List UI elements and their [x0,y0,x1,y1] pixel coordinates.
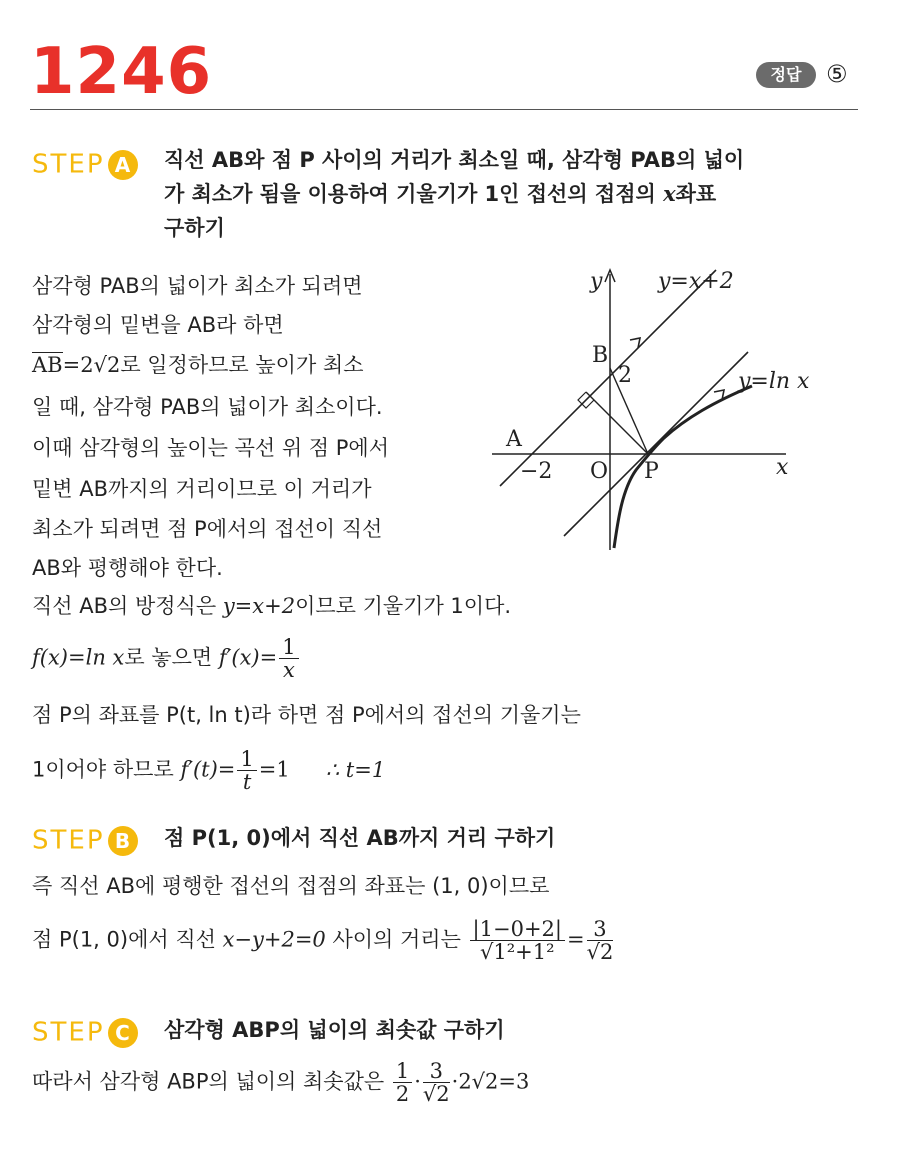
stepA-cond: 1이어야 하므로 f′(t)= $\frac{1}{t}$ =1 ∴ t=1 [32,747,386,795]
point-p-label: P [644,459,659,484]
fraction-1-over-2: $\frac{1}{2}$ [393,1060,412,1105]
line-label: y=x+2 [658,269,734,294]
stepA-line-1: 삼각형 PAB의 넓이가 최소가 되려면 [32,274,363,298]
line-ab-arrow [630,338,640,348]
graph-figure [486,258,846,558]
fraction-1-over-x: $\frac{1}{x}$ [279,636,298,681]
tick-neg2-label: −2 [520,459,553,484]
step-a-title: 직선 AB와 점 P 사이의 거리가 최소일 때, 삼각형 PAB의 넓이 가 최소가 됨을 이용하여 기울기가 1인 접선의 접점의 x좌표 구하기 [164,148,745,241]
stepA-line-6: 최소가 되려면 점 P에서의 접선이 직선 [32,517,383,541]
distance-result-fraction: $\frac{3}{√2}$ [586,917,614,965]
stepA-line-3: 일 때, 삼각형 PAB의 넓이가 최소이다. [32,395,383,419]
stepB-line-2: 점 P(1, 0)에서 직선 x−y+2=0 사이의 거리는 $\frac{|1-0+2|}{\text{√1²+1²}}$ = $\frac{3}{√2}$ [32,917,614,965]
stepA-coord: 점 P의 좌표를 P(t, ln t)라 하면 점 P에서의 접선의 기울기는 [32,703,581,727]
point-a-label: A [506,427,522,452]
perpendicular-segment [586,392,648,454]
step-b-label: STEP B [32,826,138,856]
stepA-line-5: 밑변 AB까지의 거리이므로 이 거리가 [32,477,372,501]
distance-fraction: $\frac{|1-0+2|}{\text{√1²+1²}}$ [470,918,565,963]
stepB-line-1: 즉 직선 AB에 평행한 접선의 접점의 좌표는 (1, 0)이므로 [32,874,550,898]
step-c-badge: C [108,1018,138,1048]
header-divider [30,109,858,110]
y-axis-label: y [590,269,603,294]
fraction-3-over-root2: $\frac{3}{√2}$ [422,1059,450,1107]
ln-curve [614,386,752,548]
stepA-line-4: 이때 삼각형의 높이는 곡선 위 점 P에서 [32,436,390,460]
step-c-label: STEP C [32,1018,138,1048]
stepA-line-ab: AB=2√2로 일정하므로 높이가 최소 [32,353,364,377]
step-a-label: STEP A [32,150,138,180]
stepA-line-eq: 직선 AB의 방정식은 y=x+2이므로 기울기가 1이다. [32,594,512,618]
step-b-title: 점 P(1, 0)에서 직선 AB까지 거리 구하기 [164,826,556,850]
stepC-line-1: 따라서 삼각형 ABP의 넓이의 최솟값은 $\frac{1}{2}$ · $\frac{3}{√2}$ ·2√2=3 [32,1059,530,1107]
tick-2-label: 2 [618,363,632,388]
fraction-1-over-t: $\frac{1}{t}$ [237,748,256,793]
problem-number: 1246 [30,35,213,109]
tangent-line [564,352,748,536]
stepA-line-7: AB와 평행해야 한다. [32,556,223,580]
answer-value: ⑤ [826,60,848,88]
step-c-title: 삼각형 ABP의 넓이의 최솟값 구하기 [164,1018,505,1042]
curve-label: y=ln x [738,369,810,394]
stepA-fx: f(x)=ln x로 놓으면 f′(x)= $\frac{1}{x}$ [32,636,301,681]
step-a-badge: A [108,150,138,180]
stepA-line-2: 삼각형의 밑변을 AB라 하면 [32,313,284,337]
origin-label: O [590,459,609,484]
x-axis-label: x [776,455,789,480]
step-b-badge: B [108,826,138,856]
answer-badge: 정답 [756,62,816,88]
point-b-label: B [592,343,609,368]
